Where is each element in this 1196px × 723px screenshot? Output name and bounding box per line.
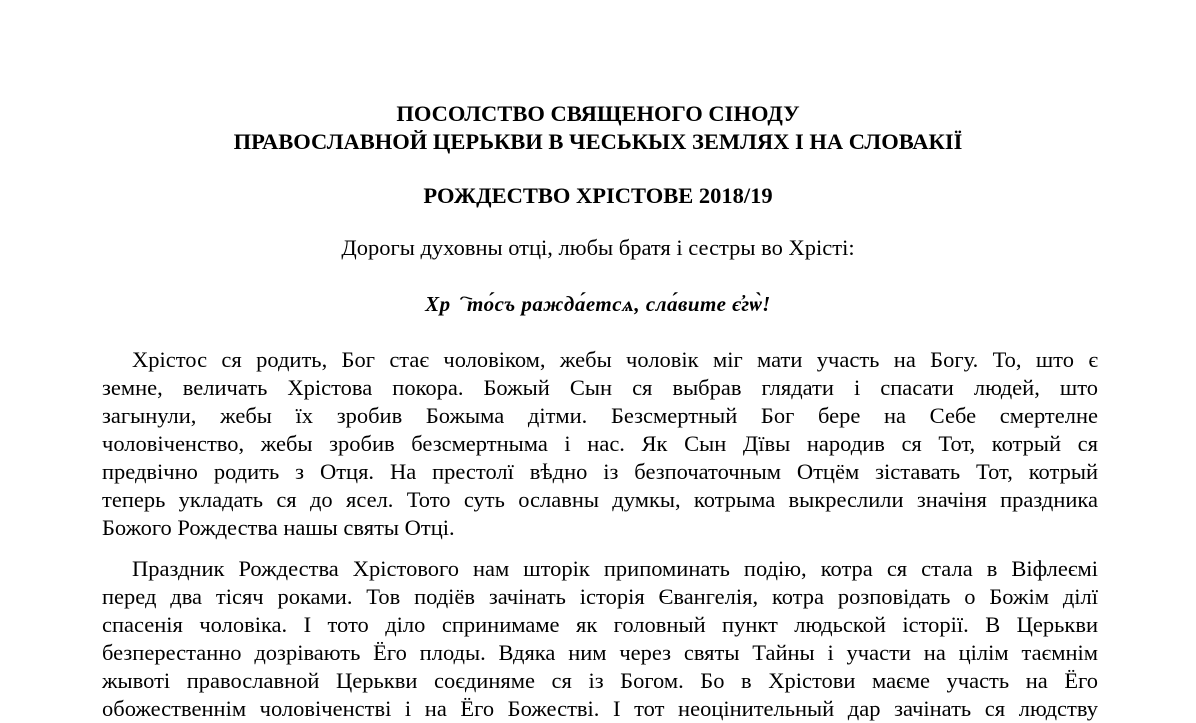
paragraph-2	[102, 555, 1098, 723]
church-slavonic-greeting: Хрⷭ҇то́съ ражда́етсѧ, сла́вите є҆гѡ̀!	[425, 292, 771, 316]
paragraph-line: обожественнім чоловіченстві і на Ёго Божестві. І тот неоцінительный дар зачінать ся людству	[102, 696, 1098, 721]
paragraph-line: чоловіченство, жебы зробив безсмертныма і нас. Як Сын Дївы народив ся Тот, котрый ся	[102, 431, 1098, 456]
paragraph-line: Хрістос ся родить, Бог стає чоловіком, жебы чоловік міг мати участь на Богу. То, што є	[132, 347, 1098, 372]
header-line-2: ПРАВОСЛАВНОЙ ЦЕРЬКВИ В ЧЕСЬКЫХ ЗЕМЛЯХ І НА СЛОВАКІЇ	[233, 129, 963, 154]
paragraph-line: загынули, жебы їх зробив Божыма дітми. Безсмертный Бог бере на Себе смертелне	[102, 403, 1098, 428]
paragraph-line: жывоті православной Церькви соєдиняме ся із Богом. Бо в Хрістови маєме участь на Ёго	[102, 668, 1098, 693]
paragraph-line: теперь укладать ся до ясел. Тото суть ославны думкы, котрыма выкреслили значіня праздника	[102, 487, 1098, 512]
paragraph-line: земне, величать Хрістова покора. Божый Сын ся выбрав глядати і спасати людей, што	[102, 375, 1098, 400]
document-title: РОЖДЕСТВО ХРІСТОВЕ 2018/19	[423, 183, 773, 208]
paragraph-line: безперестанно дозрівають Ёго плоды. Вдяка ним через святы Тайны і участи на цілім таємнім	[102, 640, 1098, 665]
greeting: Дорогы духовны отці, любы братя і сестры во Хрісті:	[341, 235, 855, 260]
paragraph-line: перед два тісяч роками. Тов подіёв зачінать історія Євангелія, котра розповідать о Божім ділї	[102, 584, 1098, 609]
header-line-1: ПОСОЛСТВО СВЯЩЕНОГО СІНОДУ	[396, 101, 800, 126]
paragraph-line: Праздник Рождества Хрістового нам шторік припоминать подію, котра ся стала в Віфлеємі	[132, 556, 1098, 581]
paragraph-1	[102, 346, 1098, 542]
paragraph-line: спасенія чоловіка. І тото діло спринимаме як головный пункт людьской історії. В Церькви	[102, 612, 1098, 637]
paragraph-line: Божого Рождества нашы святы Отці.	[102, 515, 455, 540]
paragraph-line: предвічно родить з Отця. На престолї вѣдно із безпочаточным Отцём зіставать Тот, котрый	[102, 459, 1098, 484]
